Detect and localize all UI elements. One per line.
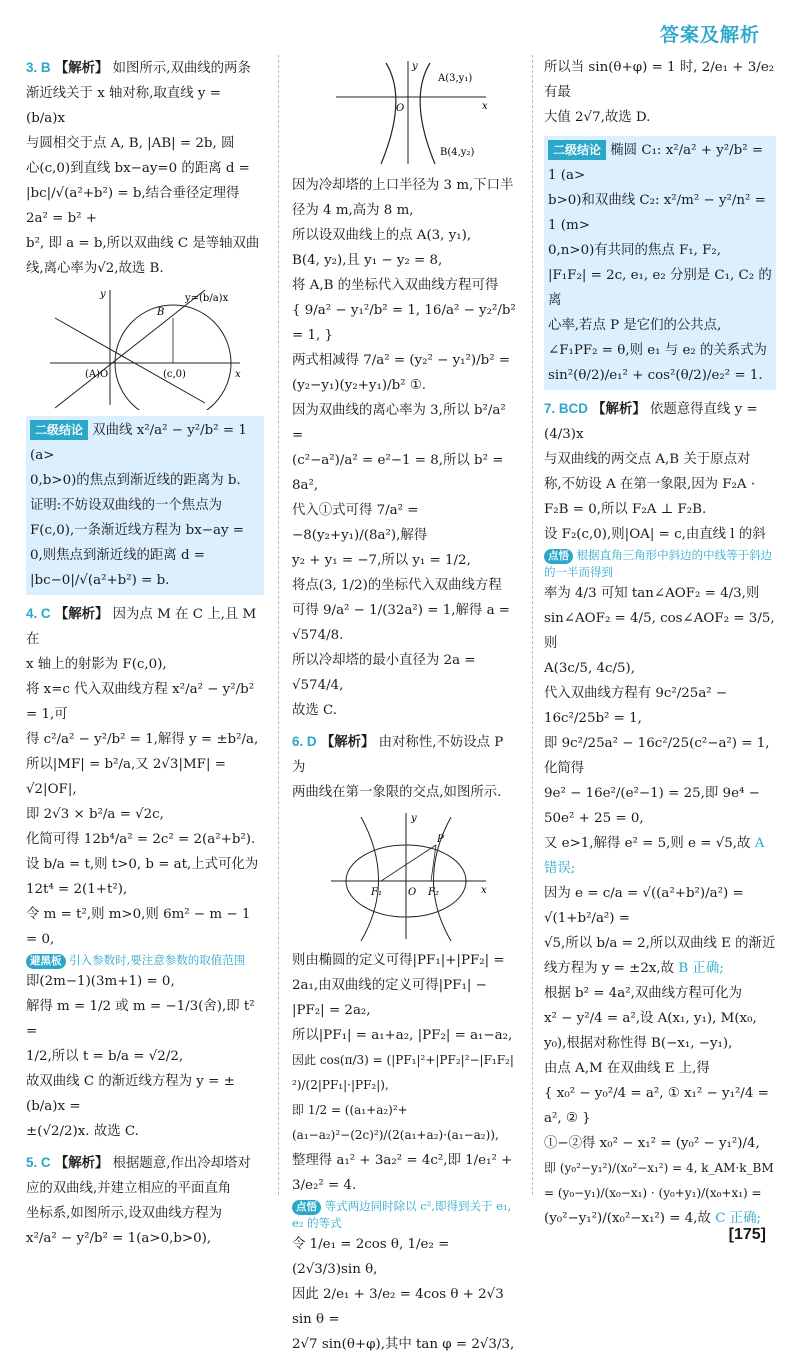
q7-verdict: C 正确; (715, 1211, 761, 1226)
q7-option-b (544, 956, 776, 981)
q6-line: 2a₁,由双曲线的定义可得|PF₁| − (292, 978, 487, 993)
conclusion-line: 心率,若点 P 是它们的公共点, (548, 318, 722, 333)
conclusion-line: F(c,0),一条渐近线方程为 bx−ay = (30, 523, 245, 538)
q7-tag: 【解析】 (592, 401, 646, 417)
fig1-label: (c,0) (163, 369, 186, 380)
q5-line: 将 A,B 的坐标代入双曲线方程可得 (292, 278, 499, 293)
fig3-label: F₁ (371, 887, 382, 898)
fig2-label: B(4,y₂) (440, 147, 475, 158)
q5-line: 应的双曲线,并建立相应的平面直角 (26, 1181, 232, 1196)
q7-block (544, 396, 776, 447)
q6-line: 即 1/2 = ((a₁+a₂)²+(a₁−a₂)²−(2c)²)/(2(a₁+a₂)·(a₁−a₂)), (292, 1103, 499, 1142)
q4-line: 因为点 M 在 C 上,且 M 在 (26, 607, 257, 647)
q5-number: 5. C (26, 1155, 51, 1170)
fig3-label: x (481, 885, 487, 896)
figure-ellipse-hyperbola (321, 809, 491, 944)
column-divider (532, 55, 533, 1195)
q4-line: 即(2m−1)(3m+1) = 0, (26, 974, 175, 989)
note-badge: 点悟 (292, 1200, 321, 1215)
column-1 (26, 55, 264, 1251)
q4-note (26, 952, 264, 969)
q7-line: √5,所以 b/a = 2,所以双曲线 E 的渐近 (544, 936, 776, 951)
q7-line: 与双曲线的两交点 A,B 关于原点对 (544, 452, 751, 467)
q7-line: F₂B = 0,所以 F₂A ⊥ F₂B. (544, 502, 707, 517)
column-2 (292, 55, 520, 1357)
q6-line: 整理得 a₁² + 3a₂² = 4c²,即 1/e₁² + 3/e₂² = 4. (292, 1153, 513, 1193)
q3-line: |bc|/√(a²+b²) = b,结合垂径定理得 2a² = b² + (26, 186, 240, 226)
conclusion-label: 二级结论 (30, 420, 88, 440)
q6-line: |PF₂| = 2a₂, (292, 1003, 371, 1018)
q4-line: 所以|MF| = b²/a,又 2√3|MF| = √2|OF|, (26, 757, 226, 797)
q4-line: 化简可得 12b⁴/a² = 2c² = 2(a²+b²). (26, 832, 256, 847)
fig1-label: x (235, 369, 241, 380)
fig1-label: y (100, 289, 106, 300)
q7-number: 7. BCD (544, 401, 588, 416)
q7-line: 即 (y₀²−y₁²)/(x₀²−x₁²) = 4, k_AM·k_BM = (y₀−y₁)/(x₀−x₁) · (y₀+y₁)/(x₀+x₁) = (544, 1161, 774, 1200)
note-text: 等式两边同时除以 c²,即得到关于 e₁, e₂ 的等式 (292, 1199, 512, 1230)
q6-line: 两曲线在第一象限的交点,如图所示. (292, 785, 502, 800)
q7-line: 代入双曲线方程有 9c²/25a² − 16c²/25b² = 1, (544, 686, 728, 726)
conclusion-line: 双曲线 x²/a² − y²/b² = 1 (a> (30, 423, 247, 463)
q6-line: 则由椭圆的定义可得|PF₁|+|PF₂| = (292, 953, 505, 968)
q3-line: 与圆相交于点 A, B, |AB| = 2b, 圆 (26, 136, 235, 151)
q7-line: 因为 e = c/a = √((a²+b²)/a²) = √(1+b²/a²) = (544, 886, 744, 926)
conclusion-line: 证明:不妨设双曲线的一个焦点为 (30, 498, 222, 513)
conclusion-line: sin²(θ/2)/e₁² + cos²(θ/2)/e₂² = 1. (548, 368, 763, 383)
q4-line: 即 2√3 × b²/a = √2c, (26, 807, 164, 822)
fig1-line-label: y=(b/a)x (185, 293, 229, 304)
fig1-label: B (157, 307, 165, 318)
conclusion-line: 0,n>0)有共同的焦点 F₁, F₂, (548, 243, 722, 258)
q5-line: { 9/a² − y₁²/b² = 1, 16/a² − y₂²/b² = 1, } (292, 303, 516, 343)
q5-line: 所以设双曲线上的点 A(3, y₁), (292, 228, 472, 243)
conclusion-line: ∠F₁PF₂ = θ,则 e₁ 与 e₂ 的关系式为 (548, 343, 767, 358)
q7-line: 由点 A,M 在双曲线 E 上,得 (544, 1061, 710, 1076)
q5-line: 因为双曲线的离心率为 3,所以 b²/a² = (292, 403, 506, 443)
q3-line: 心(c,0)到直线 bx−ay=0 的距离 d = (26, 161, 250, 176)
column-divider (278, 55, 279, 1195)
q7-line: 设 F₂(c,0),则|OA| = c,由直线 l 的斜 (544, 527, 766, 542)
q4-block (26, 601, 264, 652)
conclusion-line: 0,则焦点到渐近线的距离 d = (30, 548, 205, 563)
fig2-label: O (396, 103, 405, 114)
q7-line: 率为 4/3 可知 tan∠AOF₂ = 4/3,则 (544, 586, 760, 601)
q4-line: 令 m = t²,则 m>0,则 6m² − m − 1 = 0, (26, 907, 251, 947)
q4-line: 将 x=c 代入双曲线方程 x²/a² − y²/b² = 1,可 (26, 682, 255, 722)
fig3-label: O (408, 887, 417, 898)
figure-hyperbola-tower (316, 59, 496, 169)
q7-line: 9e² − 16e²/(e²−1) = 25,即 9e⁴ − 50e² + 25 = 0, (544, 786, 760, 826)
q5-line: x²/a² − y²/b² = 1(a>0,b>0), (26, 1231, 212, 1246)
fig1-label: (A)O (85, 369, 109, 380)
q5-line: (y₂−y₁)(y₂+y₁)/b² ①. (292, 378, 427, 393)
q7-line: 线方程为 y = ±2x,故 (544, 961, 675, 976)
q4-tag: 【解析】 (54, 606, 109, 622)
q6-line: 所以|PF₁| = a₁+a₂, |PF₂| = a₁−a₂, (292, 1028, 513, 1043)
q4-line: 得 c²/a² − y²/b² = 1,解得 y = ±b²/a, (26, 732, 259, 747)
q7-verdict: B 正确; (678, 961, 724, 976)
q4-line: 设 b/a = t,则 t>0, b = at,上式可化为 (26, 857, 259, 872)
q5-line: 因为冷却塔的上口半径为 3 m,下口半 (292, 178, 514, 193)
q5-tag: 【解析】 (54, 1155, 109, 1171)
note-badge: 避黑板 (26, 954, 66, 969)
q6-line: 因此 2/e₁ + 3/e₂ = 4cos θ + 2√3 sin θ = (292, 1287, 504, 1327)
q5-line: 将点(3, 1/2)的坐标代入双曲线方程 (292, 578, 502, 593)
q7-line: { x₀² − y₀²/4 = a², ① x₁² − y₁²/4 = a², ② } (544, 1086, 769, 1126)
fig2-label: A(3,y₁) (438, 73, 473, 84)
q3-line: 如图所示,双曲线的两条 (112, 61, 251, 76)
conclusion-line: |F₁F₂| = 2c, e₁, e₂ 分别是 C₁, C₂ 的离 (548, 268, 772, 308)
q6-line: 2√7 sin(θ+φ),其中 tan φ = 2√3/3, (292, 1337, 515, 1352)
q3-tag: 【解析】 (54, 60, 109, 76)
q3-number: 3. B (26, 60, 51, 75)
page-number: [175] (728, 1226, 766, 1243)
note-badge: 点悟 (544, 549, 573, 564)
q6-line: 因此 cos(π/3) = (|PF₁|²+|PF₂|²−|F₁F₂|²)/(2|PF₁|·|PF₂|), (292, 1053, 514, 1092)
q7-line: y₀),根据对称性得 B(−x₁, −y₁), (544, 1036, 733, 1051)
q6-number: 6. D (292, 734, 317, 749)
q4-line: ±(√2/2)x. 故选 C. (26, 1124, 139, 1139)
q5-line: (c²−a²)/a² = e²−1 = 8,所以 b² = 8a², (292, 453, 504, 493)
q5-line: 代入①式可得 7/a² = −8(y₂+y₁)/(8a²),解得 (292, 503, 428, 543)
q7-verdict: A 错误; (544, 836, 765, 876)
q3-block (26, 55, 264, 81)
q7-line: 依题意得直线 y = (4/3)x (544, 402, 758, 442)
fig3-label: P (437, 834, 444, 845)
q7-line: ①−②得 x₀² − x₁² = (y₀² − y₁²)/4, (544, 1136, 760, 1151)
q5-line: 可得 9/a² − 1/(32a²) = 1,解得 a = √574/8. (292, 603, 511, 643)
q6-line: 大值 2√7,故选 D. (544, 110, 651, 125)
q6-block (292, 729, 520, 780)
q7-line: A(3c/5, 4c/5), (544, 661, 635, 676)
q7-line: 称,不妨设 A 在第一象限,因为 F₂A · (544, 477, 756, 492)
conclusion-line: |bc−0|/√(a²+b²) = b. (30, 573, 170, 588)
q6-tag: 【解析】 (320, 734, 375, 750)
q5-line: 根据题意,作出冷却塔对 (112, 1156, 251, 1171)
q7-line: 即 9c²/25a² − 16c²/25(c²−a²) = 1,化简得 (544, 736, 770, 776)
conclusion-line: 0,b>0)的焦点到渐近线的距离为 b. (30, 473, 241, 488)
page-header-title: 答案及解析 (659, 24, 760, 46)
q6-line: 由对称性,不妨设点 P 为 (292, 735, 504, 775)
conclusion-box-1 (26, 416, 264, 595)
q7-line: 根据 b² = 4a²,双曲线方程可化为 (544, 986, 742, 1001)
fig3-label: F₂ (428, 887, 439, 898)
q7-option-a (544, 831, 776, 881)
q5-block (26, 1150, 264, 1176)
fig2-label: y (412, 61, 418, 72)
q6-line: 所以当 sin(θ+φ) = 1 时, 2/e₁ + 3/e₂ 有最 (544, 60, 775, 100)
q7-line: x² − y²/4 = a²,设 A(x₁, y₁), M(x₀, (544, 1011, 757, 1026)
conclusion-box-2 (544, 136, 776, 390)
fig3-label: y (411, 813, 417, 824)
q5-line: 故选 C. (292, 703, 338, 718)
conclusion-label: 二级结论 (548, 140, 606, 160)
q4-line: 解得 m = 1/2 或 m = −1/3(舍),即 t² = (26, 999, 255, 1039)
q5-line: 所以冷却塔的最小直径为 2a = √574/4, (292, 653, 476, 693)
q7-line: 又 e>1,解得 e² = 5,则 e = √5,故 (544, 836, 751, 851)
q6-note (292, 1198, 520, 1232)
q5-line: 径为 4 m,高为 8 m, (292, 203, 414, 218)
column-3 (544, 55, 776, 1231)
q5-line: B(4, y₂),且 y₁ − y₂ = 8, (292, 253, 443, 268)
q6-line: 令 1/e₁ = 2cos θ, 1/e₂ = (2√3/3)sin θ, (292, 1237, 450, 1277)
figure-circle-asymptotes (45, 285, 245, 410)
q3-line: b², 即 a = b,所以双曲线 C 是等轴双曲 (26, 236, 260, 251)
note-text: 根据直角三角形中斜边的中线等于斜边的一半而得到 (544, 548, 773, 579)
q4-line: 1/2,所以 t = b/a = √2/2, (26, 1049, 184, 1064)
q4-line: 故双曲线 C 的渐近线方程为 y = ±(b/a)x = (26, 1074, 235, 1114)
q3-line: 渐近线关于 x 轴对称,取直线 y = (b/a)x (26, 86, 221, 126)
q7-note (544, 547, 776, 581)
conclusion-line: b>0)和双曲线 C₂: x²/m² − y²/n² = 1 (m> (548, 193, 766, 233)
note-text: 引入参数时,要注意参数的取值范围 (69, 953, 246, 967)
q5-line: 两式相减得 7/a² = (y₂² − y₁²)/b² = (292, 353, 511, 368)
q5-line: 坐标系,如图所示,设双曲线方程为 (26, 1206, 222, 1221)
conclusion-line: 椭圆 C₁: x²/a² + y²/b² = 1 (a> (548, 143, 764, 183)
q5-line: y₂ + y₁ = −7,所以 y₁ = 1/2, (292, 553, 471, 568)
q3-line: 线,离心率为√2,故选 B. (26, 261, 164, 276)
q4-line: 12t⁴ = 2(1+t²), (26, 882, 128, 897)
q4-number: 4. C (26, 606, 51, 621)
q4-line: x 轴上的射影为 F(c,0), (26, 657, 167, 672)
q7-line: (y₀²−y₁²)/(x₀²−x₁²) = 4,故 (544, 1211, 711, 1226)
fig2-label: x (482, 101, 488, 112)
q7-line: sin∠AOF₂ = 4/5, cos∠AOF₂ = 3/5,则 (544, 611, 775, 651)
